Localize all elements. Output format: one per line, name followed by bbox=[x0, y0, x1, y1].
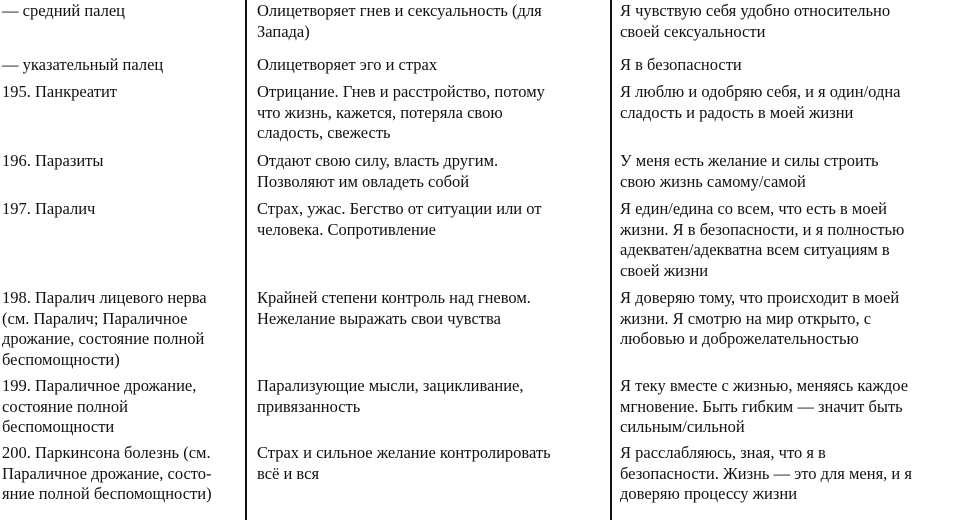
column-divider-2 bbox=[610, 0, 612, 520]
affirmation: Я теку вместе с жизнью, меняясь каждое мгновение. Быть гибким — значит быть сильным/сильной bbox=[620, 376, 909, 436]
probable-cause: Страх и сильное желание контролировать всё и вся bbox=[257, 443, 551, 483]
condition-name: 199. Параличное дрожание, состояние полной беспомощности bbox=[2, 376, 197, 436]
probable-cause: Олицетворяет гнев и сексуальность (для Запада) bbox=[257, 1, 542, 41]
condition-name: 196. Паразиты bbox=[2, 151, 104, 170]
column-divider-1 bbox=[245, 0, 247, 520]
affirmation: Я в безопасности bbox=[620, 55, 742, 74]
condition-name: 198. Паралич лицевого нерва (см. Паралич; Параличное дрожание, состояние полной беспомощности) bbox=[2, 288, 207, 369]
affirmation: Я един/едина со всем, что есть в моей жизни. Я в безопасности, и я полностью адекватен/адекватна всем ситуациям в своей жизни bbox=[620, 199, 905, 280]
probable-cause: Крайней степени контроль над гневом. Нежелание выражать свои чувства bbox=[257, 288, 531, 328]
affirmation: У меня есть желание и силы строить свою жизнь самому/самой bbox=[620, 151, 879, 191]
probable-cause: Страх, ужас. Бегство от ситуации или от человека. Сопротивление bbox=[257, 199, 542, 239]
condition-name: 195. Панкреатит bbox=[2, 82, 118, 101]
probable-cause: Отдают свою силу, власть другим. Позволяют им овладеть собой bbox=[257, 151, 499, 191]
affirmation: Я люблю и одобряю себя, и я один/одна сладость и радость в моей жизни bbox=[620, 82, 901, 122]
condition-name: 200. Паркинсона болезнь (см. Параличное дрожание, состо- яние полной беспомощности) bbox=[2, 443, 212, 503]
condition-name: 197. Паралич bbox=[2, 199, 96, 218]
affirmation: Я расслабляюсь, зная, что я в безопасности. Жизнь — это для меня, и я доверяю процессу жизни bbox=[620, 443, 912, 503]
affirmation: Я доверяю тому, что происходит в моей жизни. Я смотрю на мир открыто, с любовью и доброжелательностью bbox=[620, 288, 900, 348]
probable-cause: Олицетворяет эго и страх bbox=[257, 55, 438, 74]
condition-name: — средний палец bbox=[2, 1, 126, 20]
condition-name: — указательный палец bbox=[2, 55, 164, 74]
affirmation: Я чувствую себя удобно относительно своей сексуальности bbox=[620, 1, 891, 41]
probable-cause: Парализующие мысли, зацикливание, привязанность bbox=[257, 376, 524, 416]
probable-cause: Отрицание. Гнев и расстройство, потому что жизнь, кажется, потеряла свою сладость, свежесть bbox=[257, 82, 545, 142]
